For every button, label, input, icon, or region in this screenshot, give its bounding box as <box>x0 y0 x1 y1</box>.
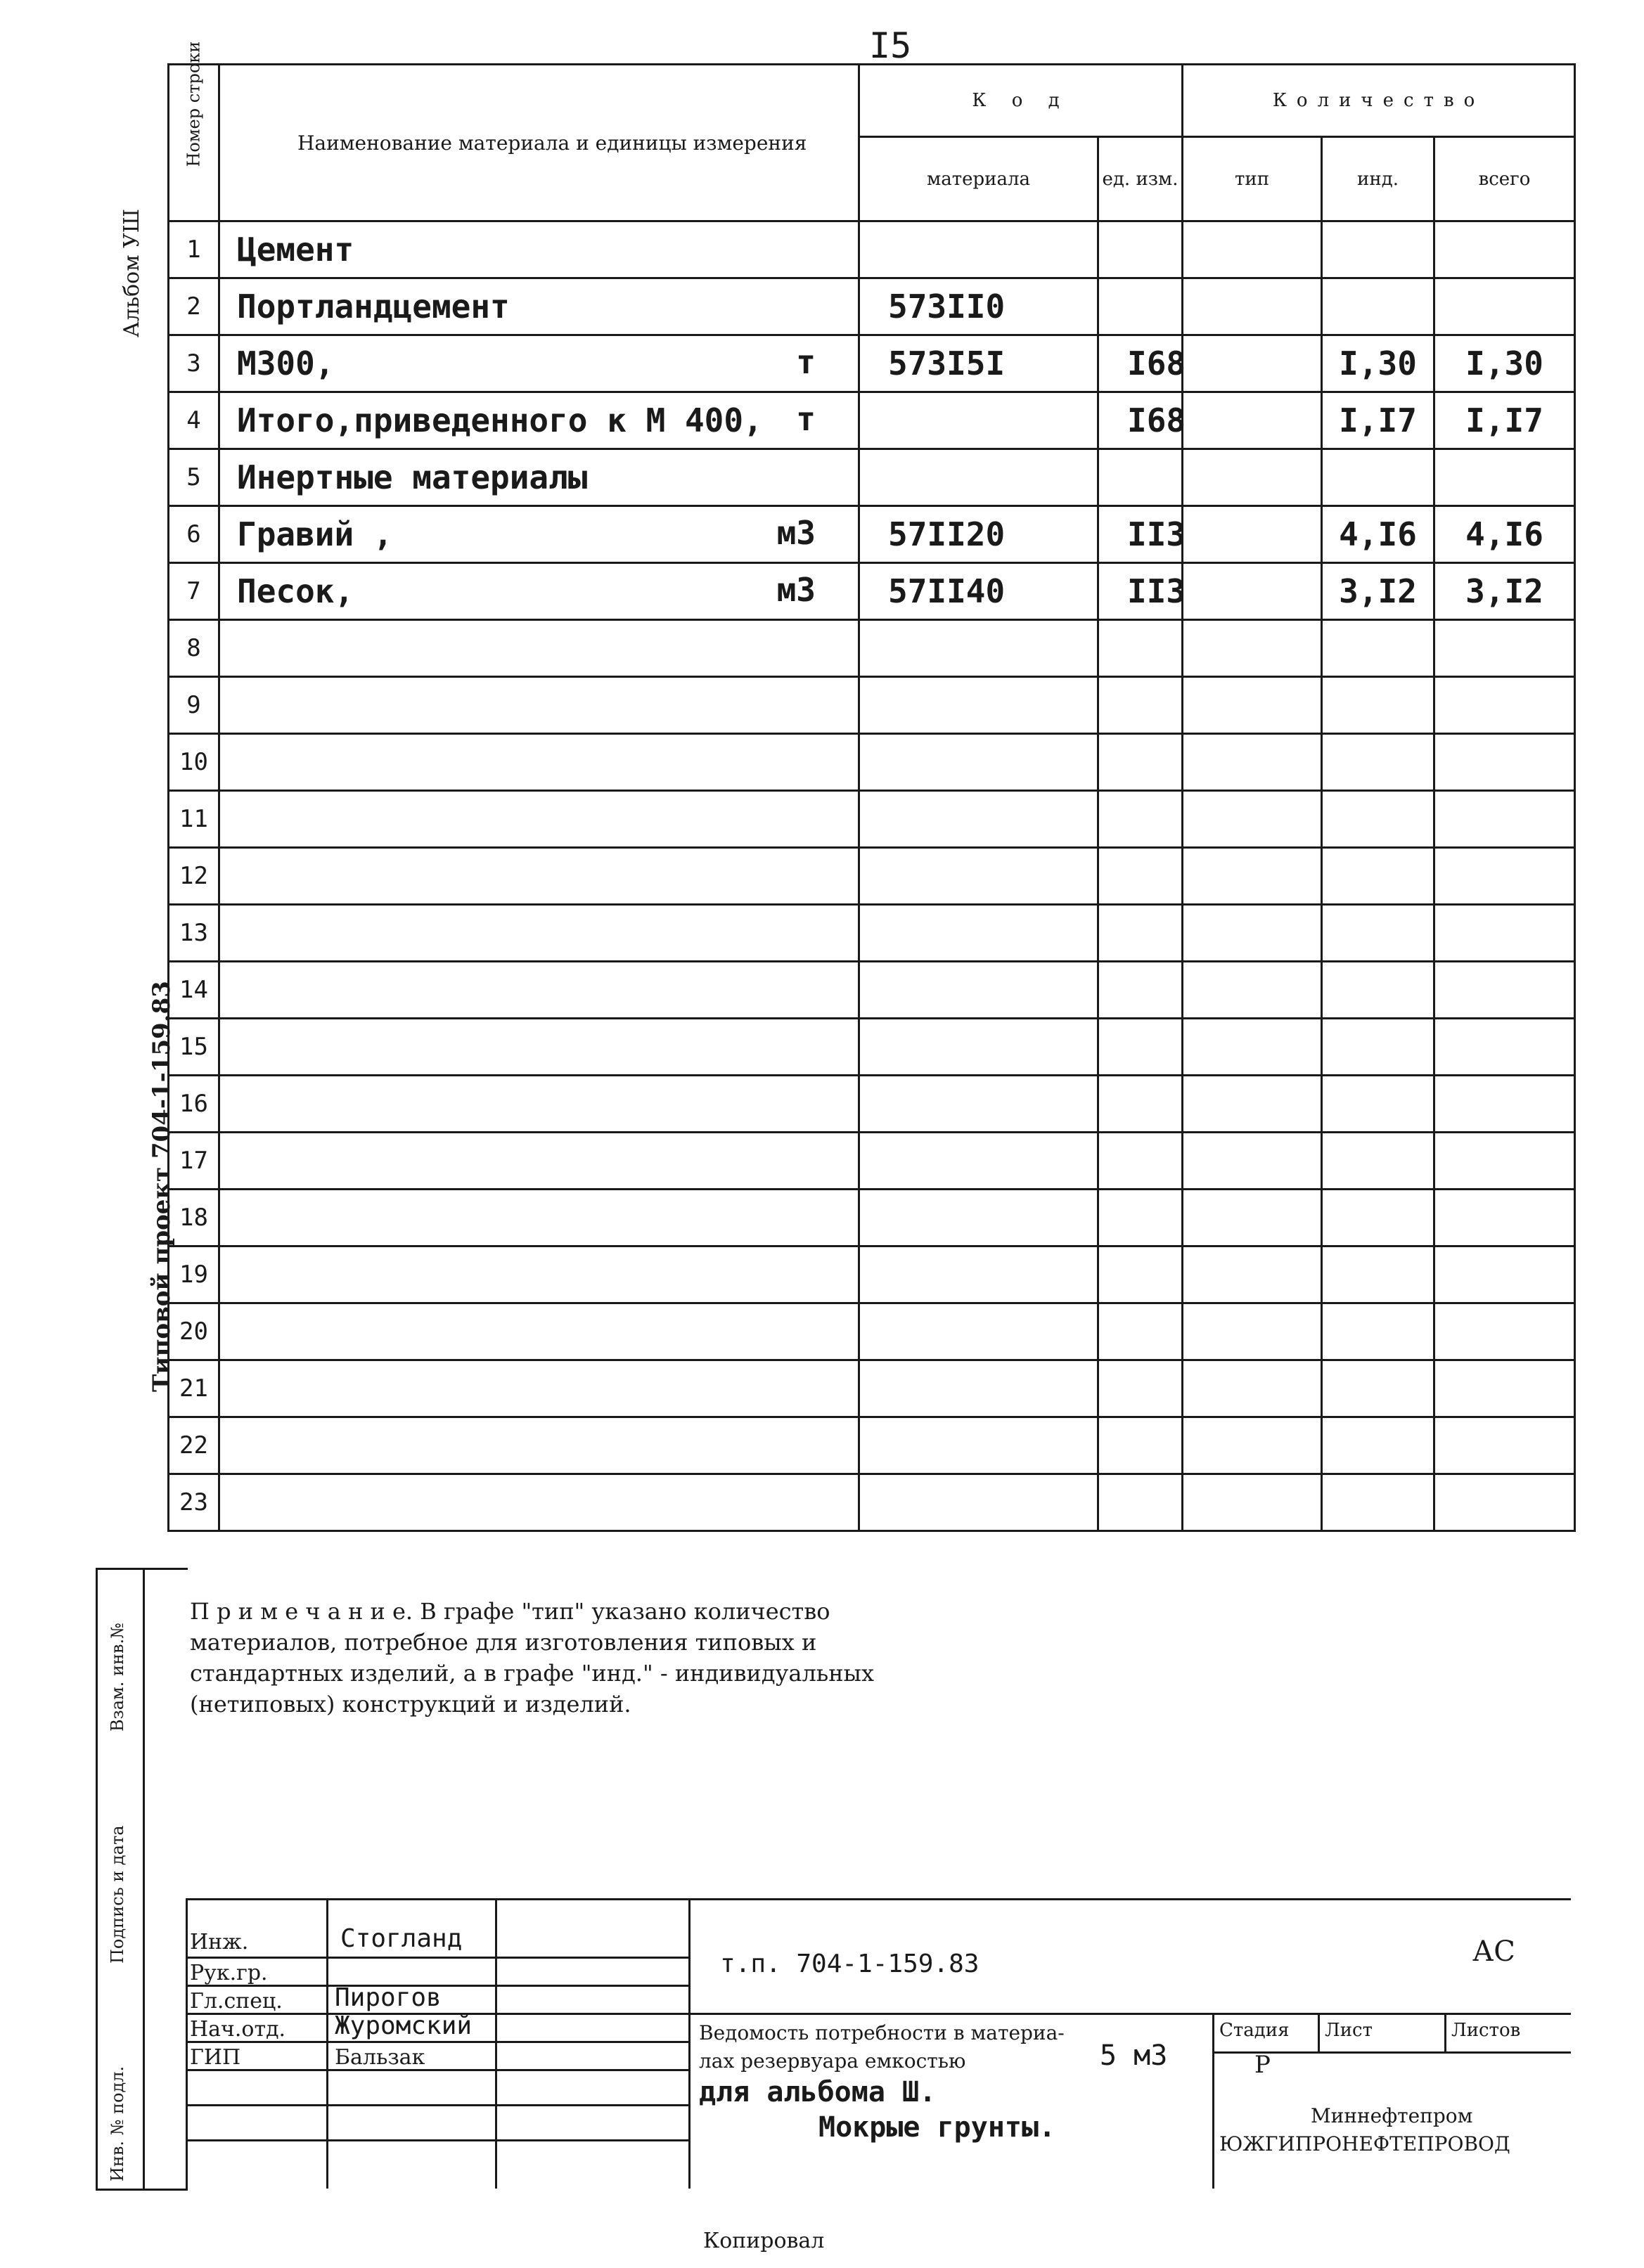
row-number: 2 <box>169 278 219 335</box>
material-code <box>859 1360 1098 1417</box>
material-code: 573II0 <box>859 278 1098 335</box>
qty-type <box>1183 1474 1322 1531</box>
unit-code <box>1098 221 1183 278</box>
material-code <box>859 677 1098 734</box>
row-number: 20 <box>169 1303 219 1360</box>
row-number: 7 <box>169 563 219 620</box>
row-number: 19 <box>169 1246 219 1303</box>
qty-type <box>1183 563 1322 620</box>
material-name <box>219 1076 859 1133</box>
material-name <box>219 962 859 1019</box>
qty-total <box>1434 620 1575 677</box>
qty-total <box>1434 1360 1575 1417</box>
row-number: 6 <box>169 506 219 563</box>
material-name <box>219 1360 859 1417</box>
unit-code <box>1098 1303 1183 1360</box>
stamp-stage-value: Р <box>1254 2051 1271 2079</box>
stamp-title-line2: лах резервуара емкостью <box>699 2049 966 2073</box>
material-name-text: Песок, <box>237 572 354 610</box>
material-code <box>859 1019 1098 1076</box>
stamp-org-line2: ЮЖГИПРОНЕФТЕПРОВОД <box>1219 2132 1510 2156</box>
material-code <box>859 848 1098 905</box>
row-number: 10 <box>169 734 219 791</box>
material-name <box>219 848 859 905</box>
material-unit: т <box>796 343 816 381</box>
material-name <box>219 1474 859 1531</box>
material-code: 57II20 <box>859 506 1098 563</box>
material-code <box>859 1474 1098 1531</box>
qty-type <box>1183 221 1322 278</box>
materials-table <box>167 41 1576 1532</box>
qty-type <box>1183 506 1322 563</box>
row-number: 13 <box>169 905 219 962</box>
qty-ind: 4,I6 <box>1322 506 1434 563</box>
qty-total <box>1434 677 1575 734</box>
material-name <box>219 506 859 563</box>
qty-total <box>1434 905 1575 962</box>
qty-total <box>1434 278 1575 335</box>
qty-total <box>1434 962 1575 1019</box>
qty-ind <box>1322 221 1434 278</box>
unit-code <box>1098 1133 1183 1190</box>
qty-ind <box>1322 734 1434 791</box>
row-number: 18 <box>169 1190 219 1246</box>
qty-type <box>1183 278 1322 335</box>
unit-code <box>1098 1360 1183 1417</box>
qty-ind <box>1322 791 1434 848</box>
stamp-title-line4: Мокрые грунты. <box>818 2111 1056 2144</box>
material-name-text: Цемент <box>237 231 354 269</box>
note-text: П р и м е ч а н и е. В графе "тип" указано количество материалов, потребное для изготовления типовых и стандартных изделий, а в графе "инд." - индивидуальных (нетиповых) конструкций и изделий. <box>190 1598 875 1718</box>
row-number: 5 <box>169 449 219 506</box>
qty-ind <box>1322 449 1434 506</box>
qty-total <box>1434 1303 1575 1360</box>
qty-ind: I,30 <box>1322 335 1434 392</box>
strip-signature-date: Подпись и дата <box>108 1825 127 1964</box>
row-number: 16 <box>169 1076 219 1133</box>
material-name <box>219 392 859 449</box>
table-row <box>169 848 1575 905</box>
material-code <box>859 1133 1098 1190</box>
qty-total <box>1434 1417 1575 1474</box>
material-name-text: Портландцемент <box>237 288 510 326</box>
material-code <box>859 449 1098 506</box>
material-name <box>219 1190 859 1246</box>
stamp-name-4: Журомский <box>335 2011 473 2040</box>
qty-ind <box>1322 278 1434 335</box>
qty-type <box>1183 449 1322 506</box>
material-name <box>219 221 859 278</box>
row-number: 12 <box>169 848 219 905</box>
left-approval-strip <box>96 1568 188 2191</box>
header-quantity: Количество <box>1183 65 1575 137</box>
row-number: 8 <box>169 620 219 677</box>
material-unit: м3 <box>776 571 816 609</box>
unit-code <box>1098 1076 1183 1133</box>
material-name-text: М300, <box>237 344 335 382</box>
qty-ind <box>1322 1246 1434 1303</box>
material-code <box>859 221 1098 278</box>
qty-type <box>1183 1190 1322 1246</box>
qty-total <box>1434 1190 1575 1246</box>
unit-code: II3 <box>1098 506 1183 563</box>
row-number: 22 <box>169 1417 219 1474</box>
table-row <box>169 278 1575 335</box>
unit-code <box>1098 791 1183 848</box>
stamp-role-2: Рук.гр. <box>190 1961 268 1985</box>
table-row <box>169 734 1575 791</box>
header-qty-total: всего <box>1434 137 1575 221</box>
qty-total: I,30 <box>1434 335 1575 392</box>
table-row <box>169 449 1575 506</box>
table-row <box>169 1303 1575 1360</box>
unit-code <box>1098 278 1183 335</box>
unit-code <box>1098 1474 1183 1531</box>
qty-total <box>1434 734 1575 791</box>
qty-type <box>1183 848 1322 905</box>
unit-code: II3 <box>1098 563 1183 620</box>
material-code <box>859 962 1098 1019</box>
page-number: I5 <box>869 25 912 66</box>
stamp-title-volume: 5 м3 <box>1100 2040 1168 2072</box>
unit-code <box>1098 449 1183 506</box>
qty-total: 4,I6 <box>1434 506 1575 563</box>
header-qty-type: тип <box>1183 137 1322 221</box>
unit-code <box>1098 1246 1183 1303</box>
qty-ind: 3,I2 <box>1322 563 1434 620</box>
qty-ind <box>1322 1133 1434 1190</box>
qty-type <box>1183 620 1322 677</box>
qty-ind <box>1322 848 1434 905</box>
qty-total <box>1434 449 1575 506</box>
material-name-text: Итого,приведенного к М 400, <box>237 401 763 439</box>
qty-ind <box>1322 905 1434 962</box>
qty-type <box>1183 962 1322 1019</box>
unit-code <box>1098 1019 1183 1076</box>
album-label: Альбом УШ <box>120 208 144 337</box>
qty-ind <box>1322 677 1434 734</box>
table-row <box>169 1133 1575 1190</box>
title-block <box>186 1898 1571 2189</box>
qty-total <box>1434 1133 1575 1190</box>
qty-ind <box>1322 1303 1434 1360</box>
project-label: Типовой проект 704-1-159.83 <box>148 981 176 1392</box>
table-row <box>169 1076 1575 1133</box>
unit-code <box>1098 1417 1183 1474</box>
material-code <box>859 392 1098 449</box>
qty-type <box>1183 677 1322 734</box>
material-name <box>219 1417 859 1474</box>
strip-replacement-inv: Взам. инв.№ <box>108 1623 127 1732</box>
stamp-name-5: Бальзак <box>335 2045 425 2070</box>
stamp-role-4: Нач.отд. <box>190 2017 286 2042</box>
material-unit: т <box>796 400 816 438</box>
material-code <box>859 734 1098 791</box>
qty-type <box>1183 1246 1322 1303</box>
material-code <box>859 905 1098 962</box>
header-code-unit: ед. изм. <box>1098 137 1183 221</box>
qty-ind <box>1322 1019 1434 1076</box>
unit-code: I68 <box>1098 335 1183 392</box>
material-name-text: Гравий , <box>237 515 393 553</box>
row-number: 4 <box>169 392 219 449</box>
table-row <box>169 506 1575 563</box>
qty-type <box>1183 392 1322 449</box>
table-row <box>169 1190 1575 1246</box>
stamp-doc-code: т.п. 704-1-159.83 <box>720 1950 980 1978</box>
qty-ind <box>1322 1360 1434 1417</box>
qty-ind <box>1322 1190 1434 1246</box>
material-code <box>859 1417 1098 1474</box>
material-name <box>219 905 859 962</box>
qty-total <box>1434 848 1575 905</box>
qty-ind: I,I7 <box>1322 392 1434 449</box>
row-number: 23 <box>169 1474 219 1531</box>
qty-ind <box>1322 1076 1434 1133</box>
table-row <box>169 1474 1575 1531</box>
material-code <box>859 1190 1098 1246</box>
stamp-name-1: Стогланд <box>340 1924 463 1953</box>
qty-ind <box>1322 1474 1434 1531</box>
material-code: 573I5I <box>859 335 1098 392</box>
qty-total <box>1434 791 1575 848</box>
qty-type <box>1183 1133 1322 1190</box>
qty-total <box>1434 1474 1575 1531</box>
material-name <box>219 1246 859 1303</box>
material-name <box>219 1303 859 1360</box>
qty-ind <box>1322 962 1434 1019</box>
qty-total: 3,I2 <box>1434 563 1575 620</box>
material-code <box>859 1303 1098 1360</box>
footer-copied: Копировал <box>703 2229 825 2253</box>
stamp-role-5: ГИП <box>190 2045 241 2070</box>
table-row <box>169 620 1575 677</box>
material-code: 57II40 <box>859 563 1098 620</box>
stamp-stage-label: Стадия <box>1219 2020 1290 2041</box>
stamp-sheets-label: Листов <box>1451 2020 1521 2041</box>
table-row <box>169 221 1575 278</box>
stamp-title-line1: Ведомость потребности в материа- <box>699 2021 1065 2044</box>
row-number: 17 <box>169 1133 219 1190</box>
material-name <box>219 278 859 335</box>
material-unit: м3 <box>776 514 816 552</box>
stamp-name-3: Пирогов <box>335 1983 442 2012</box>
header-name: Наименование материала и единицы измерения <box>219 65 859 221</box>
stamp-org-line1: Миннефтепром <box>1311 2104 1473 2127</box>
stamp-role-1: Инж. <box>190 1930 249 1954</box>
table-row <box>169 563 1575 620</box>
material-code <box>859 620 1098 677</box>
row-number: 11 <box>169 791 219 848</box>
unit-code <box>1098 620 1183 677</box>
unit-code <box>1098 1190 1183 1246</box>
table-row <box>169 677 1575 734</box>
qty-type <box>1183 1019 1322 1076</box>
material-name <box>219 620 859 677</box>
qty-type <box>1183 791 1322 848</box>
table-row <box>169 1246 1575 1303</box>
qty-ind <box>1322 1417 1434 1474</box>
qty-ind <box>1322 620 1434 677</box>
row-number: 15 <box>169 1019 219 1076</box>
header-code: К о д <box>859 65 1183 137</box>
header-code-material: материала <box>859 137 1098 221</box>
qty-type <box>1183 1076 1322 1133</box>
qty-total <box>1434 1019 1575 1076</box>
material-name <box>219 734 859 791</box>
material-code <box>859 1246 1098 1303</box>
table-row <box>169 1019 1575 1076</box>
qty-type <box>1183 1417 1322 1474</box>
strip-inv-number: Инв. № подл. <box>108 2066 127 2182</box>
qty-type <box>1183 335 1322 392</box>
row-number: 21 <box>169 1360 219 1417</box>
qty-total <box>1434 1246 1575 1303</box>
table-row <box>169 905 1575 962</box>
material-code <box>859 1076 1098 1133</box>
stamp-sheet-label: Лист <box>1325 2020 1373 2041</box>
table-row <box>169 791 1575 848</box>
header-qty-ind: инд. <box>1322 137 1434 221</box>
row-number: 1 <box>169 221 219 278</box>
unit-code <box>1098 677 1183 734</box>
unit-code <box>1098 905 1183 962</box>
material-name <box>219 1133 859 1190</box>
material-name <box>219 677 859 734</box>
stamp-role-3: Гл.спец. <box>190 1989 283 2014</box>
material-name <box>219 449 859 506</box>
table-row <box>169 392 1575 449</box>
qty-total: I,I7 <box>1434 392 1575 449</box>
qty-type <box>1183 1360 1322 1417</box>
material-name <box>219 563 859 620</box>
table-row <box>169 1417 1575 1474</box>
row-number: 14 <box>169 962 219 1019</box>
table-row <box>169 335 1575 392</box>
unit-code <box>1098 734 1183 791</box>
row-number: 3 <box>169 335 219 392</box>
material-name <box>219 335 859 392</box>
qty-type <box>1183 1303 1322 1360</box>
stamp-title-line3: для альбома Ш. <box>699 2076 937 2108</box>
material-name-text: Инертные материалы <box>237 458 588 496</box>
qty-total <box>1434 1076 1575 1133</box>
qty-total <box>1434 221 1575 278</box>
material-name <box>219 1019 859 1076</box>
row-number: 9 <box>169 677 219 734</box>
table-row <box>169 1360 1575 1417</box>
material-name <box>219 791 859 848</box>
qty-type <box>1183 905 1322 962</box>
unit-code <box>1098 962 1183 1019</box>
unit-code <box>1098 848 1183 905</box>
table-row <box>169 962 1575 1019</box>
stamp-mark: АС <box>1472 1935 1515 1968</box>
qty-type <box>1183 734 1322 791</box>
header-row-number: Номер строки <box>169 65 219 221</box>
material-code <box>859 791 1098 848</box>
unit-code: I68 <box>1098 392 1183 449</box>
